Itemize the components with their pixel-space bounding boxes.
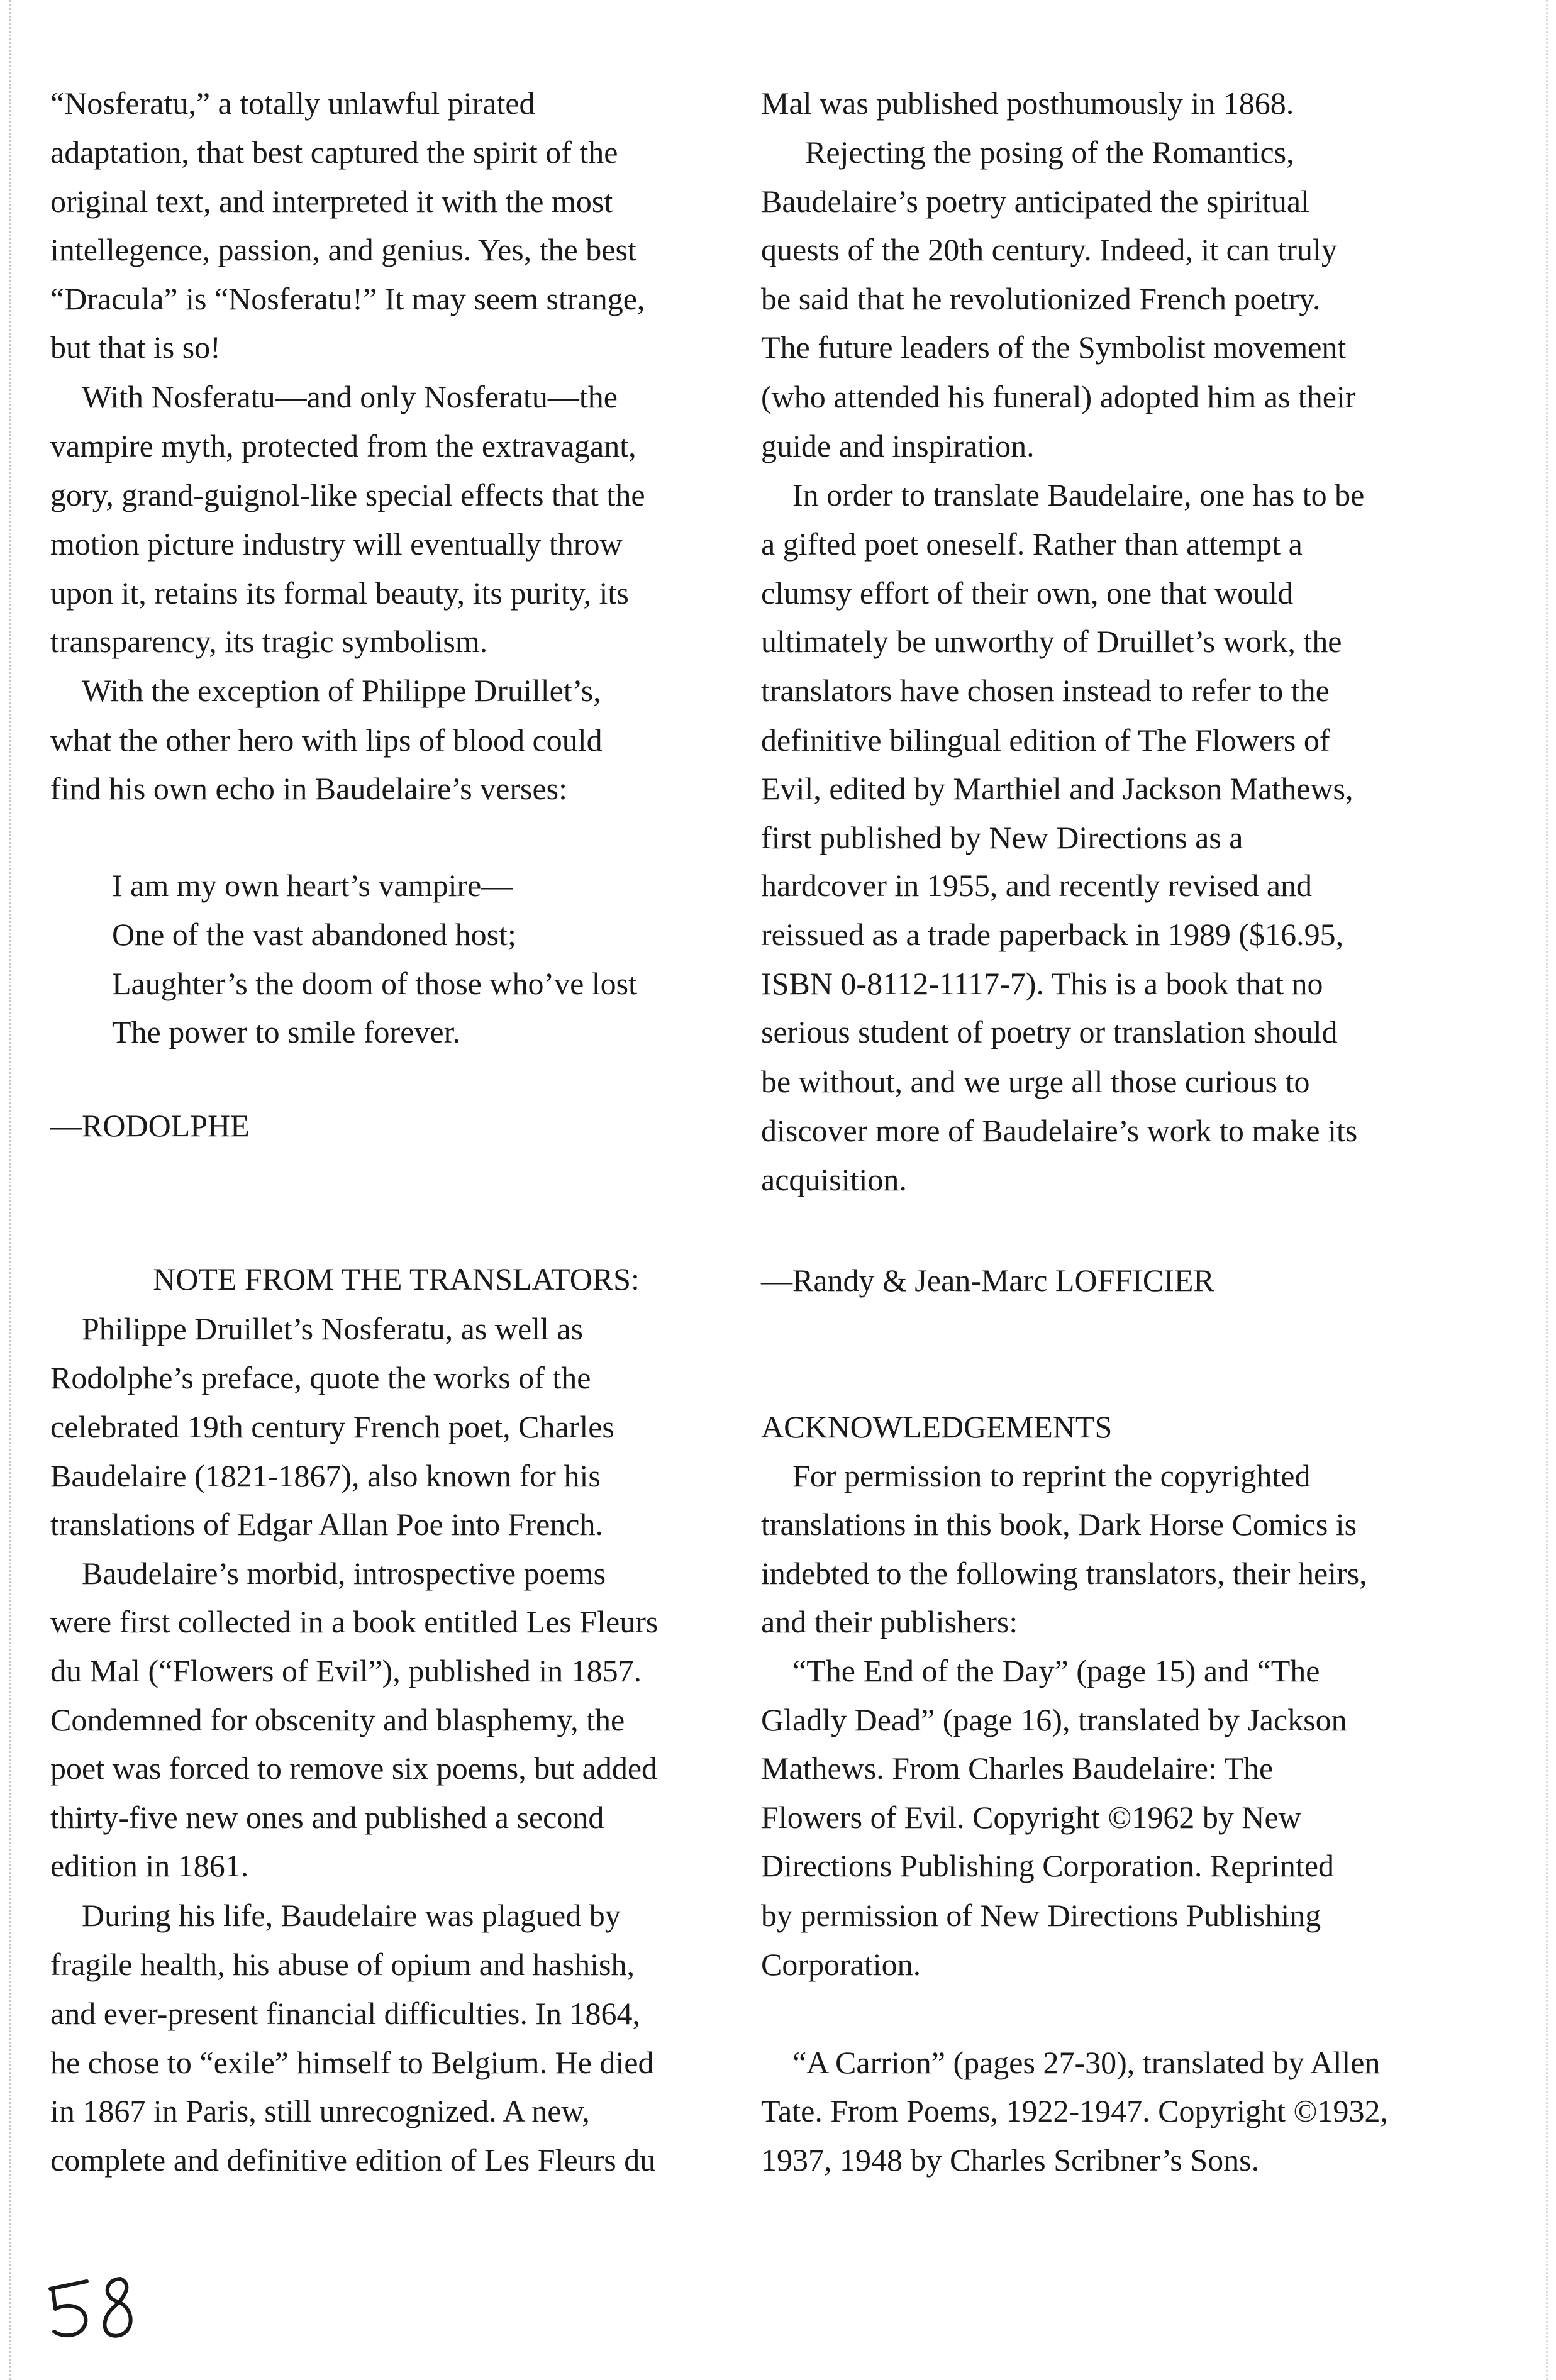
text-line: For permission to reprint the copyrighted	[792, 1458, 1311, 1493]
text-line: Rodolphe’s preface, quote the works of the	[50, 1360, 591, 1395]
lofficier-signature: —Randy & Jean-Marc LOFFICIER	[761, 1263, 1214, 1298]
text-line: thirty-five new ones and published a second	[50, 1800, 604, 1835]
text-line: In order to translate Baudelaire, one has to be	[792, 477, 1365, 512]
text-line: celebrated 19th century French poet, Charles	[50, 1409, 614, 1444]
poem-line: The power to smile forever.	[112, 1014, 460, 1049]
text-line: The future leaders of the Symbolist movement	[761, 329, 1347, 365]
poem-line: One of the vast abandoned host;	[112, 917, 516, 952]
text-line: complete and definitive edition of Les Fleurs du	[50, 2142, 656, 2178]
text-line: “Dracula” is “Nosferatu!” It may seem strange,	[50, 281, 645, 316]
text-line: gory, grand-guignol-like special effects that the	[50, 477, 645, 512]
right-scan-edge	[1546, 0, 1550, 2380]
text-line: Flowers of Evil. Copyright ©1962 by New	[761, 1800, 1301, 1835]
text-line: Baudelaire (1821-1867), also known for his	[50, 1458, 601, 1493]
text-line: intellegence, passion, and genius. Yes, the best	[50, 232, 636, 267]
text-line: be without, and we urge all those curious to	[761, 1064, 1310, 1099]
text-line: transparency, its tragic symbolism.	[50, 624, 488, 659]
text-line: a gifted poet oneself. Rather than attempt a	[761, 526, 1303, 562]
acknowledgements-heading: ACKNOWLEDGEMENTS	[761, 1409, 1113, 1444]
text-line: guide and inspiration.	[761, 428, 1035, 463]
text-line: edition in 1861.	[50, 1848, 249, 1883]
text-line: hardcover in 1955, and recently revised and	[761, 868, 1313, 903]
digit-five-stroke	[50, 2281, 87, 2335]
text-line: reissued as a trade paperback in 1989 ($16.95,	[761, 917, 1344, 952]
digit-eight-stroke	[105, 2279, 131, 2336]
text-line: acquisition.	[761, 1162, 907, 1197]
continued-line: Mal was published posthumously in 1868.	[761, 86, 1294, 121]
text-line: were first collected in a book entitled Les Fleurs	[50, 1604, 659, 1639]
text-line: “A Carrion” (pages 27-30), translated by Allen	[792, 2045, 1381, 2080]
text-line: Baudelaire’s poetry anticipated the spiritual	[761, 184, 1309, 219]
text-line: With Nosferatu—and only Nosferatu—the	[82, 379, 618, 414]
text-line: “Nosferatu,” a totally unlawful pirated	[50, 86, 535, 121]
text-line: “The End of the Day” (page 15) and “The	[792, 1653, 1320, 1688]
text-line: (who attended his funeral) adopted him as their	[761, 379, 1356, 414]
text-line: Condemned for obscenity and blasphemy, the	[50, 1702, 625, 1737]
text-line: motion picture industry will eventually throw	[50, 526, 623, 562]
text-line: 1937, 1948 by Charles Scribner’s Sons.	[761, 2142, 1260, 2178]
text-line: translators have chosen instead to refer to the	[761, 673, 1330, 708]
text-line: first published by New Directions as a	[761, 820, 1243, 855]
text-line: vampire myth, protected from the extravagant,	[50, 428, 636, 463]
text-line: what the other hero with lips of blood could	[50, 722, 603, 758]
text-line: discover more of Baudelaire’s work to make its	[761, 1113, 1358, 1148]
text-line: and their publishers:	[761, 1604, 1018, 1639]
text-line: be said that he revolutionized French poetry.	[761, 281, 1321, 316]
text-line: du Mal (“Flowers of Evil”), published in 1857.	[50, 1653, 642, 1688]
left-scan-edge	[9, 0, 13, 2380]
text-line: he chose to “exile” himself to Belgium. He died	[50, 2045, 654, 2080]
text-line: Tate. From Poems, 1922-1947. Copyright ©1932,	[761, 2093, 1388, 2128]
text-line: but that is so!	[50, 329, 221, 365]
text-line: translations in this book, Dark Horse Comics is	[761, 1507, 1357, 1542]
text-line: indebted to the following translators, their heirs,	[761, 1556, 1367, 1591]
text-line: translations of Edgar Allan Poe into French.	[50, 1507, 604, 1542]
text-line: serious student of poetry or translation should	[761, 1014, 1338, 1049]
text-line: clumsy effort of their own, one that would	[761, 575, 1294, 611]
text-line: Baudelaire’s morbid, introspective poems	[82, 1556, 606, 1591]
text-line: Corporation.	[761, 1947, 921, 1982]
text-line: and ever-present financial difficulties. In 1864,	[50, 1996, 641, 2031]
text-line: Evil, edited by Marthiel and Jackson Mathews,	[761, 771, 1353, 806]
text-line: fragile health, his abuse of opium and hashish,	[50, 1947, 635, 1982]
poem-line: I am my own heart’s vampire—	[112, 868, 513, 903]
text-line: With the exception of Philippe Druillet’s,	[82, 673, 601, 708]
text-line: by permission of New Directions Publishing	[761, 1898, 1321, 1933]
text-line: quests of the 20th century. Indeed, it can truly	[761, 232, 1337, 267]
translators-note-heading: NOTE FROM THE TRANSLATORS:	[153, 1261, 640, 1297]
text-line: ISBN 0-8112-1117-7). This is a book that no	[761, 966, 1323, 1001]
text-line: During his life, Baudelaire was plagued by	[82, 1898, 621, 1933]
handwritten-page-number	[44, 2270, 145, 2345]
text-line: original text, and interpreted it with the most	[50, 184, 613, 219]
text-line: upon it, retains its formal beauty, its purity, its	[50, 575, 629, 611]
text-line: adaptation, that best captured the spirit of the	[50, 135, 618, 170]
text-line: Gladly Dead” (page 16), translated by Jackson	[761, 1702, 1347, 1737]
poem-line: Laughter’s the doom of those who’ve lost	[112, 966, 638, 1001]
text-line: Philippe Druillet’s Nosferatu, as well as	[82, 1311, 584, 1346]
text-line: definitive bilingual edition of The Flowers of	[761, 722, 1330, 758]
text-line: find his own echo in Baudelaire’s verses:	[50, 771, 568, 806]
text-line: in 1867 in Paris, still unrecognized. A new,	[50, 2093, 590, 2128]
text-line: poet was forced to remove six poems, but added	[50, 1751, 658, 1786]
text-line: ultimately be unworthy of Druillet’s work, the	[761, 624, 1342, 659]
rodolphe-signature: —RODOLPHE	[50, 1108, 250, 1143]
text-line: Mathews. From Charles Baudelaire: The	[761, 1751, 1274, 1786]
text-line: Rejecting the posing of the Romantics,	[805, 135, 1294, 170]
text-line: Directions Publishing Corporation. Reprinted	[761, 1848, 1335, 1883]
